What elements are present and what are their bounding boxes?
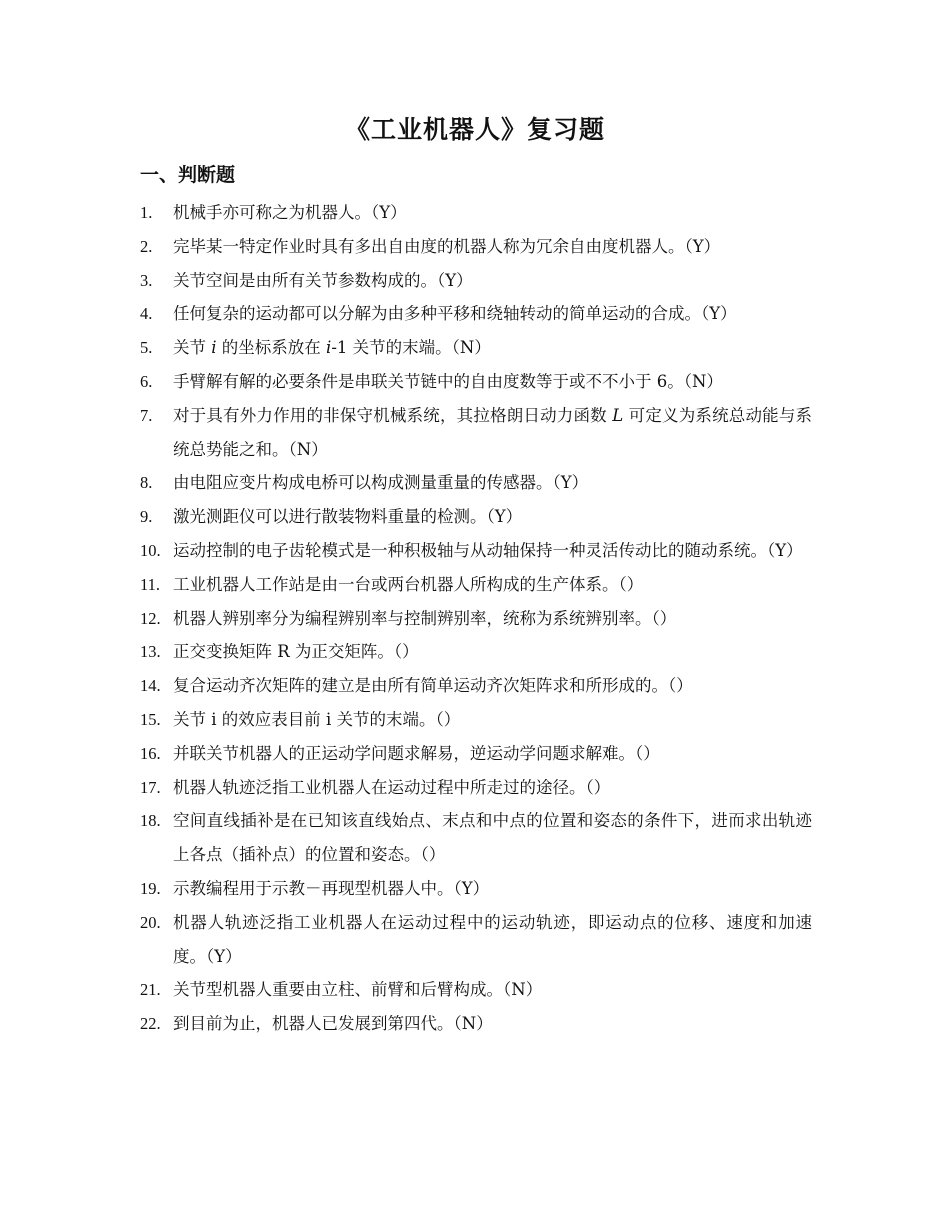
question-number: 11. [140,574,161,594]
list-item [140,534,812,568]
question-text [173,399,812,467]
list-item [140,872,812,906]
list-item [140,365,812,399]
list-item [140,331,812,365]
question-text: 工业机器人工作站是由一台或两台机器人所构成的生产体系。（） [173,574,644,594]
question-number: 9. [140,507,153,527]
question-text: 手臂解有解的必要条件是串联关节链中的自由度数等于或不不小于 6。（N） [173,371,723,391]
question-number: 2. [140,236,153,256]
question-text: 关节空间是由所有关节参数构成的。（Y） [173,270,473,290]
question-text: 机器人轨迹泛指工业机器人在运动过程中的运动轨迹，即运动点的位移、速度和加速度。（Y） [173,912,812,966]
question-number: 3. [140,270,153,290]
list-item [140,737,812,771]
list-item [140,669,812,703]
list-item [140,1007,812,1041]
question-text: 机械手亦可称之为机器人。（Y） [173,203,407,222]
list-item [140,500,812,534]
question-number: 18. [140,811,161,831]
question-text: 示教编程用于示教－再现型机器人中。（Y） [173,878,490,898]
variable-i: i [326,338,332,358]
list-item [140,230,812,264]
list-item [140,466,812,500]
text-segment: -1 关节的末端。（N） [331,338,491,358]
list-item [140,635,812,669]
question-number: 17. [140,777,161,797]
question-text: 由电阻应变片构成电桥可以构成测量重量的传感器。（Y） [173,473,589,493]
question-text: 正交变换矩阵 R 为正交矩阵。（） [173,642,419,662]
list-item [140,297,812,331]
question-text: 完毕某一特定作业时具有多出自由度的机器人称为冗余自由度机器人。（Y） [173,236,721,256]
question-number: 12. [140,608,161,628]
list-item [140,602,812,636]
page-title: 《工业机器人》复习题 [344,115,605,144]
question-number: 21. [140,980,161,1000]
text-segment: 对于具有外力作用的非保守机械系统，其拉格朗日动力函数 [173,405,613,425]
section-heading: 一、判断题 [140,164,236,186]
question-list [140,196,812,1041]
question-text: 运动控制的电子齿轮模式是一种积极轴与从动轴保持一种灵活传动比的随动系统。（Y） [173,540,803,560]
list-item [140,973,812,1007]
question-number: 16. [140,743,161,763]
question-number: 14. [140,676,161,696]
question-text: 复合运动齐次矩阵的建立是由所有简单运动齐次矩阵求和所形成的。（） [173,676,693,696]
question-text: 空间直线插补是在已知该直线始点、末点和中点的位置和姿态的条件下，进而求出轨迹上各点（插补点）的位置和姿态。（） [173,811,812,865]
list-item [140,703,812,737]
variable-l: L [612,405,624,425]
question-number: 10. [140,540,161,560]
question-text: 机器人轨迹泛指工业机器人在运动过程中所走过的途径。（） [173,777,611,797]
list-item [140,264,812,298]
text-segment: 关节 [173,338,212,358]
question-number: 20. [140,912,161,932]
question-text: 激光测距仪可以进行散装物料重量的检测。（Y） [173,507,523,527]
question-number: 13. [140,642,161,662]
question-number: 22. [140,1014,161,1034]
question-number: 5. [140,338,153,358]
text-segment: 的坐标系放在 [216,338,327,358]
list-item [140,568,812,602]
question-number: 1. [140,203,153,222]
question-text: 机器人辨别率分为编程辨别率与控制辨别率，统称为系统辨别率。（） [173,608,677,628]
question-text: 关节型机器人重要由立柱、前臂和后臂构成。（N） [173,980,543,1000]
question-number: 15. [140,709,161,729]
question-text: 并联关节机器人的正运动学问题求解易，逆运动学问题求解难。（） [173,743,660,763]
question-text [173,331,812,365]
list-item [140,196,812,230]
question-number: 8. [140,473,153,493]
question-number: 6. [140,371,153,391]
list-item [140,804,812,872]
list-item [140,399,812,467]
question-number: 4. [140,304,153,324]
variable-i: i [211,338,217,358]
question-text: 到目前为止，机器人已发展到第四代。（N） [173,1014,493,1034]
question-text: 关节 i 的效应表目前 i 关节的末端。（） [173,709,461,729]
list-item [140,771,812,805]
question-text: 任何复杂的运动都可以分解为由多种平移和绕轴转动的简单运动的合成。（Y） [173,304,737,324]
question-number: 7. [140,405,153,425]
text-segment: 可定义为系统总动能与系统总势能之和。（N） [173,405,812,459]
list-item [140,906,812,974]
question-number: 19. [140,878,161,898]
